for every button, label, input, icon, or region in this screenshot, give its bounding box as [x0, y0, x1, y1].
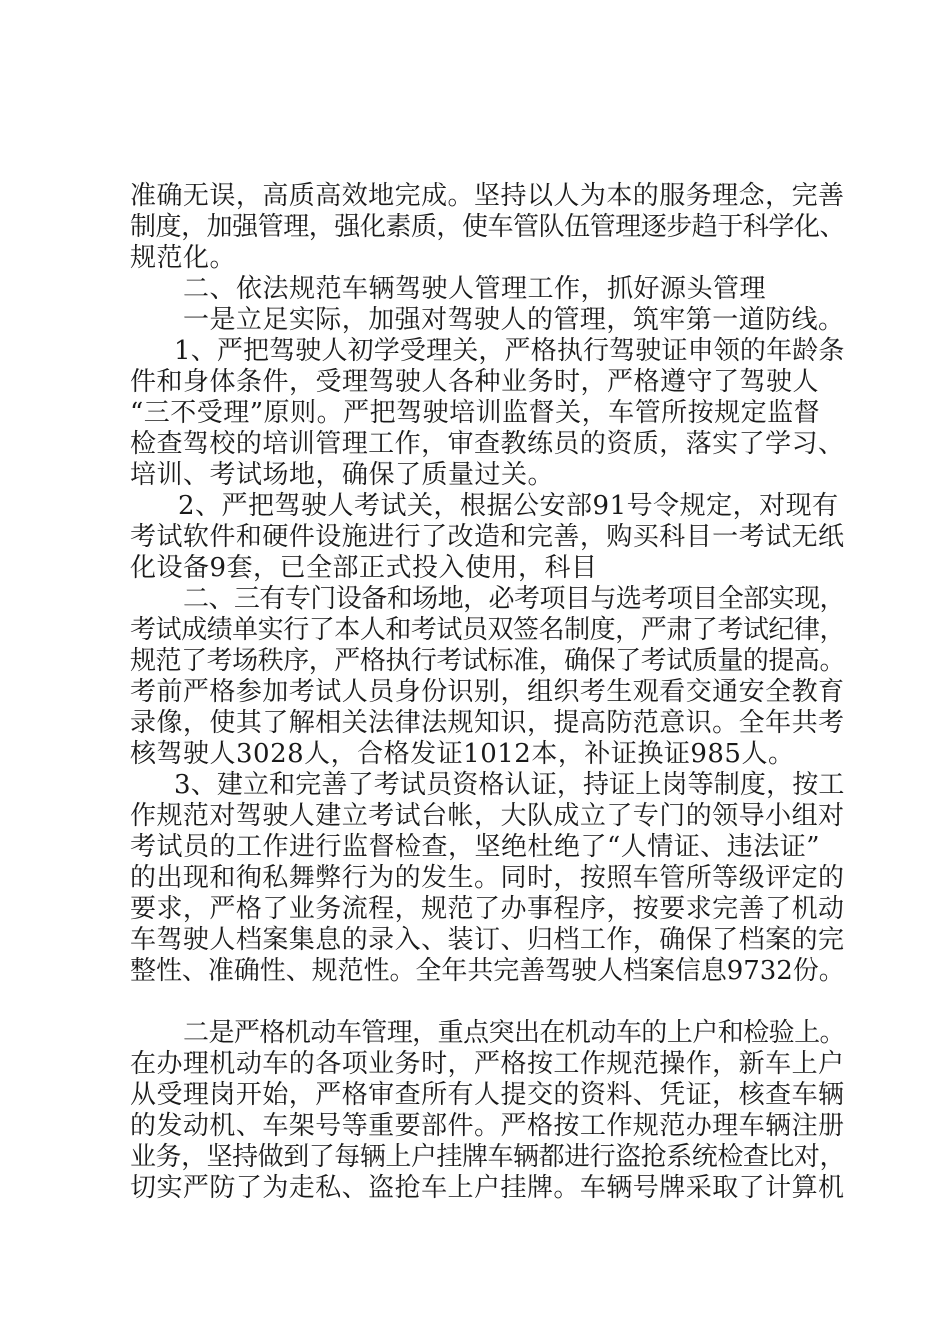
text-line: 二、三有专门设备和场地，必考项目与选考项目全部实现，: [183, 584, 846, 614]
text-line: 核驾驶人3028人，合格发证1012本，补证换证985人。: [130, 739, 795, 769]
text-line: 考试成绩单实行了本人和考试员双签名制度，严肃了考试纪律，: [130, 615, 846, 645]
text-line: 录像，使其了解相关法律法规知识，提高防范意识。全年共考: [130, 708, 845, 738]
text-line: 考前严格参加考试人员身份识别，组织考生观看交通安全教育: [130, 677, 845, 707]
text-line: 2、严把驾驶人考试关，根据公安部91号令规定，对现有: [178, 491, 839, 521]
subsection-heading: 二是严格机动车管理，重点突出在机动车的上户和检验上。: [183, 1018, 846, 1048]
text-line: 制度，加强管理，强化素质，使车管队伍管理逐步趋于科学化、: [130, 212, 846, 242]
text-line: 车驾驶人档案集息的录入、装订、归档工作，确保了档案的完: [130, 925, 845, 955]
text-line: 培训、考试场地，确保了质量过关。: [130, 460, 555, 490]
text-line: 切实严防了为走私、盗抢车上户挂牌。车辆号牌采取了计算机: [130, 1173, 845, 1203]
text-line: 1、严把驾驶人初学受理关，严格执行驾驶证申领的年龄条: [174, 336, 845, 366]
text-line: 的出现和徇私舞弊行为的发生。同时，按照车管所等级评定的: [130, 863, 845, 893]
text-line: 业务，坚持做到了每辆上户挂牌车辆都进行盗抢系统检查比对，: [130, 1142, 846, 1172]
text-line: 要求，严格了业务流程，规范了办事程序，按要求完善了机动: [130, 894, 845, 924]
text-line: 3、建立和完善了考试员资格认证，持证上岗等制度，按工: [174, 770, 845, 800]
text-line: “三不受理”原则。严把驾驶培训监督关，车管所按规定监督: [130, 398, 821, 428]
text-line: 的发动机、车架号等重要部件。严格按工作规范办理车辆注册: [130, 1111, 845, 1141]
text-line: 检查驾校的培训管理工作，审查教练员的资质，落实了学习、: [130, 429, 845, 459]
section-heading: 二、依法规范车辆驾驶人管理工作，抓好源头管理: [183, 274, 767, 304]
text-line: 考试软件和硬件设施进行了改造和完善，购买科目一考试无纸: [130, 522, 845, 552]
text-line: 规范化。: [130, 243, 237, 273]
text-line: 规范了考场秩序，严格执行考试标准，确保了考试质量的提高。: [130, 646, 846, 676]
text-line: 作规范对驾驶人建立考试台帐，大队成立了专门的领导小组对: [130, 801, 845, 831]
text-line: 在办理机动车的各项业务时，严格按工作规范操作，新车上户: [130, 1049, 845, 1079]
text-line: 准确无误，高质高效地完成。坚持以人为本的服务理念，完善: [130, 181, 845, 211]
text-line: 整性、准确性、规范性。全年共完善驾驶人档案信息9732份。: [130, 956, 845, 986]
text-line: 考试员的工作进行监督检查，坚绝杜绝了“人情证、违法证”: [130, 832, 821, 862]
text-line: 化设备9套，已全部正式投入使用，科目: [130, 553, 598, 583]
text-line: 从受理岗开始，严格审查所有人提交的资料、凭证，核查车辆: [130, 1080, 845, 1110]
text-line: 件和身体条件，受理驾驶人各种业务时，严格遵守了驾驶人: [130, 367, 820, 397]
subsection-heading: 一是立足实际，加强对驾驶人的管理，筑牢第一道防线。: [183, 305, 845, 335]
